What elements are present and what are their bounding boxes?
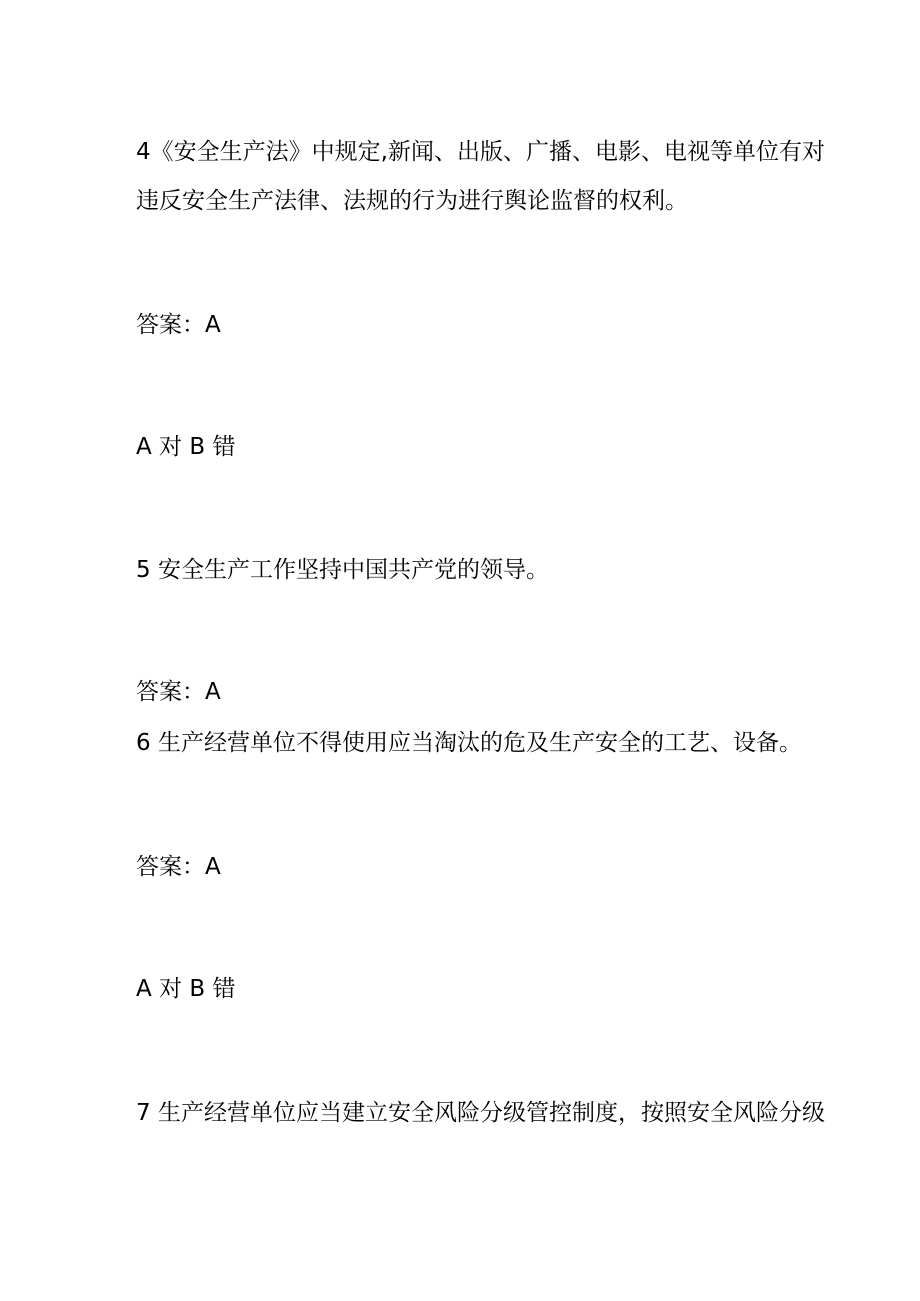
question-6-answer: 答案：A xyxy=(136,854,221,880)
question-4-answer: 答案：A xyxy=(136,312,221,338)
question-4-text-line-2: 违反安全生产法律、法规的行为进行舆论监督的权利。 xyxy=(136,188,688,214)
question-4-options: A 对 B 错 xyxy=(136,434,236,460)
question-6-options: A 对 B 错 xyxy=(136,976,236,1002)
question-4-text-line-1: 4《安全生产法》中规定,新闻、出版、广播、电影、电视等单位有对 xyxy=(136,139,825,165)
question-5-text: 5 安全生产工作坚持中国共产党的领导。 xyxy=(136,557,549,583)
question-7-text-line-1: 7 生产经营单位应当建立安全风险分级管控制度，按照安全风险分级 xyxy=(136,1100,825,1126)
question-5-answer: 答案：A xyxy=(136,679,221,705)
question-6-text: 6 生产经营单位不得使用应当淘汰的危及生产安全的工艺、设备。 xyxy=(136,730,802,756)
